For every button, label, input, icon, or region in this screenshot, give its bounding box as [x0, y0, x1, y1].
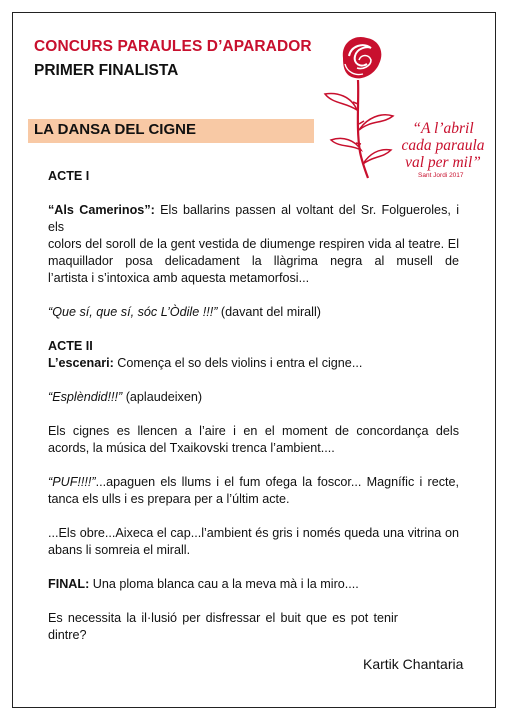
paragraph-line: acords, la música del Txaikovski trenca l’ambient....: [48, 441, 335, 455]
quote: “PUF!!!!”: [48, 475, 96, 489]
paragraph-line: [48, 576, 459, 593]
text-span: ...apaguen els llums i el fum ofega la foscor... Magnífic i recte,: [95, 475, 459, 489]
paragraph-line: [48, 202, 459, 236]
paragraph-line: Els cignes es llencen a l’aire i en el moment de concordança dels: [48, 424, 459, 438]
slogan-line: “A l’abril: [412, 120, 474, 137]
scene-label: FINAL:: [48, 577, 90, 591]
scene-label: “Als Camerinos”:: [48, 203, 155, 217]
paragraph-line: l’artista i s’intoxica amb aquesta metamorfosi...: [48, 271, 310, 285]
contest-title: CONCURS PARAULES D’APARADOR: [34, 38, 312, 55]
text-span: Els ballarins passen al voltant del Sr. Folgueroles, i els: [48, 203, 459, 234]
slogan: [398, 120, 488, 171]
paragraph-line: [48, 474, 459, 491]
scene-label: L’escenari:: [48, 356, 114, 370]
quote: “Que sí, que sí, sóc L’Òdile !!!”: [48, 305, 218, 319]
slogan-line: cada paraula: [401, 137, 485, 154]
paragraph-line: [48, 355, 459, 372]
story-body: [48, 168, 459, 644]
quote-line: [48, 389, 459, 406]
paragraph-line: abans li somreia el mirall.: [48, 543, 191, 557]
text-span: Comença el so dels violins i entra el cigne...: [113, 356, 363, 370]
paragraph-line: ...Els obre...Aixeca el cap...l’ambient és gris i només queda una vitrina on: [48, 526, 459, 540]
quote-line: [48, 304, 459, 321]
paragraph-line: colors del soroll de la gent vestida de diumenge respiren vida al teatre. El: [48, 237, 459, 251]
text-span: (aplaudeixen): [122, 390, 203, 404]
act-heading: ACTE I: [48, 169, 90, 183]
quote: “Esplèndid!!!”: [48, 390, 123, 404]
award-title: PRIMER FINALISTA: [34, 62, 179, 79]
paragraph-line: dintre?: [48, 628, 87, 642]
paragraph-line: maquillador posa delicadament la llàgrima negra al musell de: [48, 254, 459, 268]
story-title: LA DANSA DEL CIGNE: [34, 121, 196, 138]
slogan-line: val per mil”: [405, 154, 481, 171]
author-signature: Kartik Chantaria: [363, 656, 464, 672]
text-span: (davant del mirall): [217, 305, 321, 319]
paragraph-line: tanca els ulls i es prepara per a l’últim acte.: [48, 492, 290, 506]
text-span: Una ploma blanca cau a la meva mà i la miro....: [89, 577, 359, 591]
paragraph-line: Es necessita la il·lusió per disfressar el buit que es pot tenir: [48, 611, 398, 625]
act-heading: ACTE II: [48, 339, 93, 353]
logo-subtitle: Sant Jordi 2017: [418, 172, 464, 179]
